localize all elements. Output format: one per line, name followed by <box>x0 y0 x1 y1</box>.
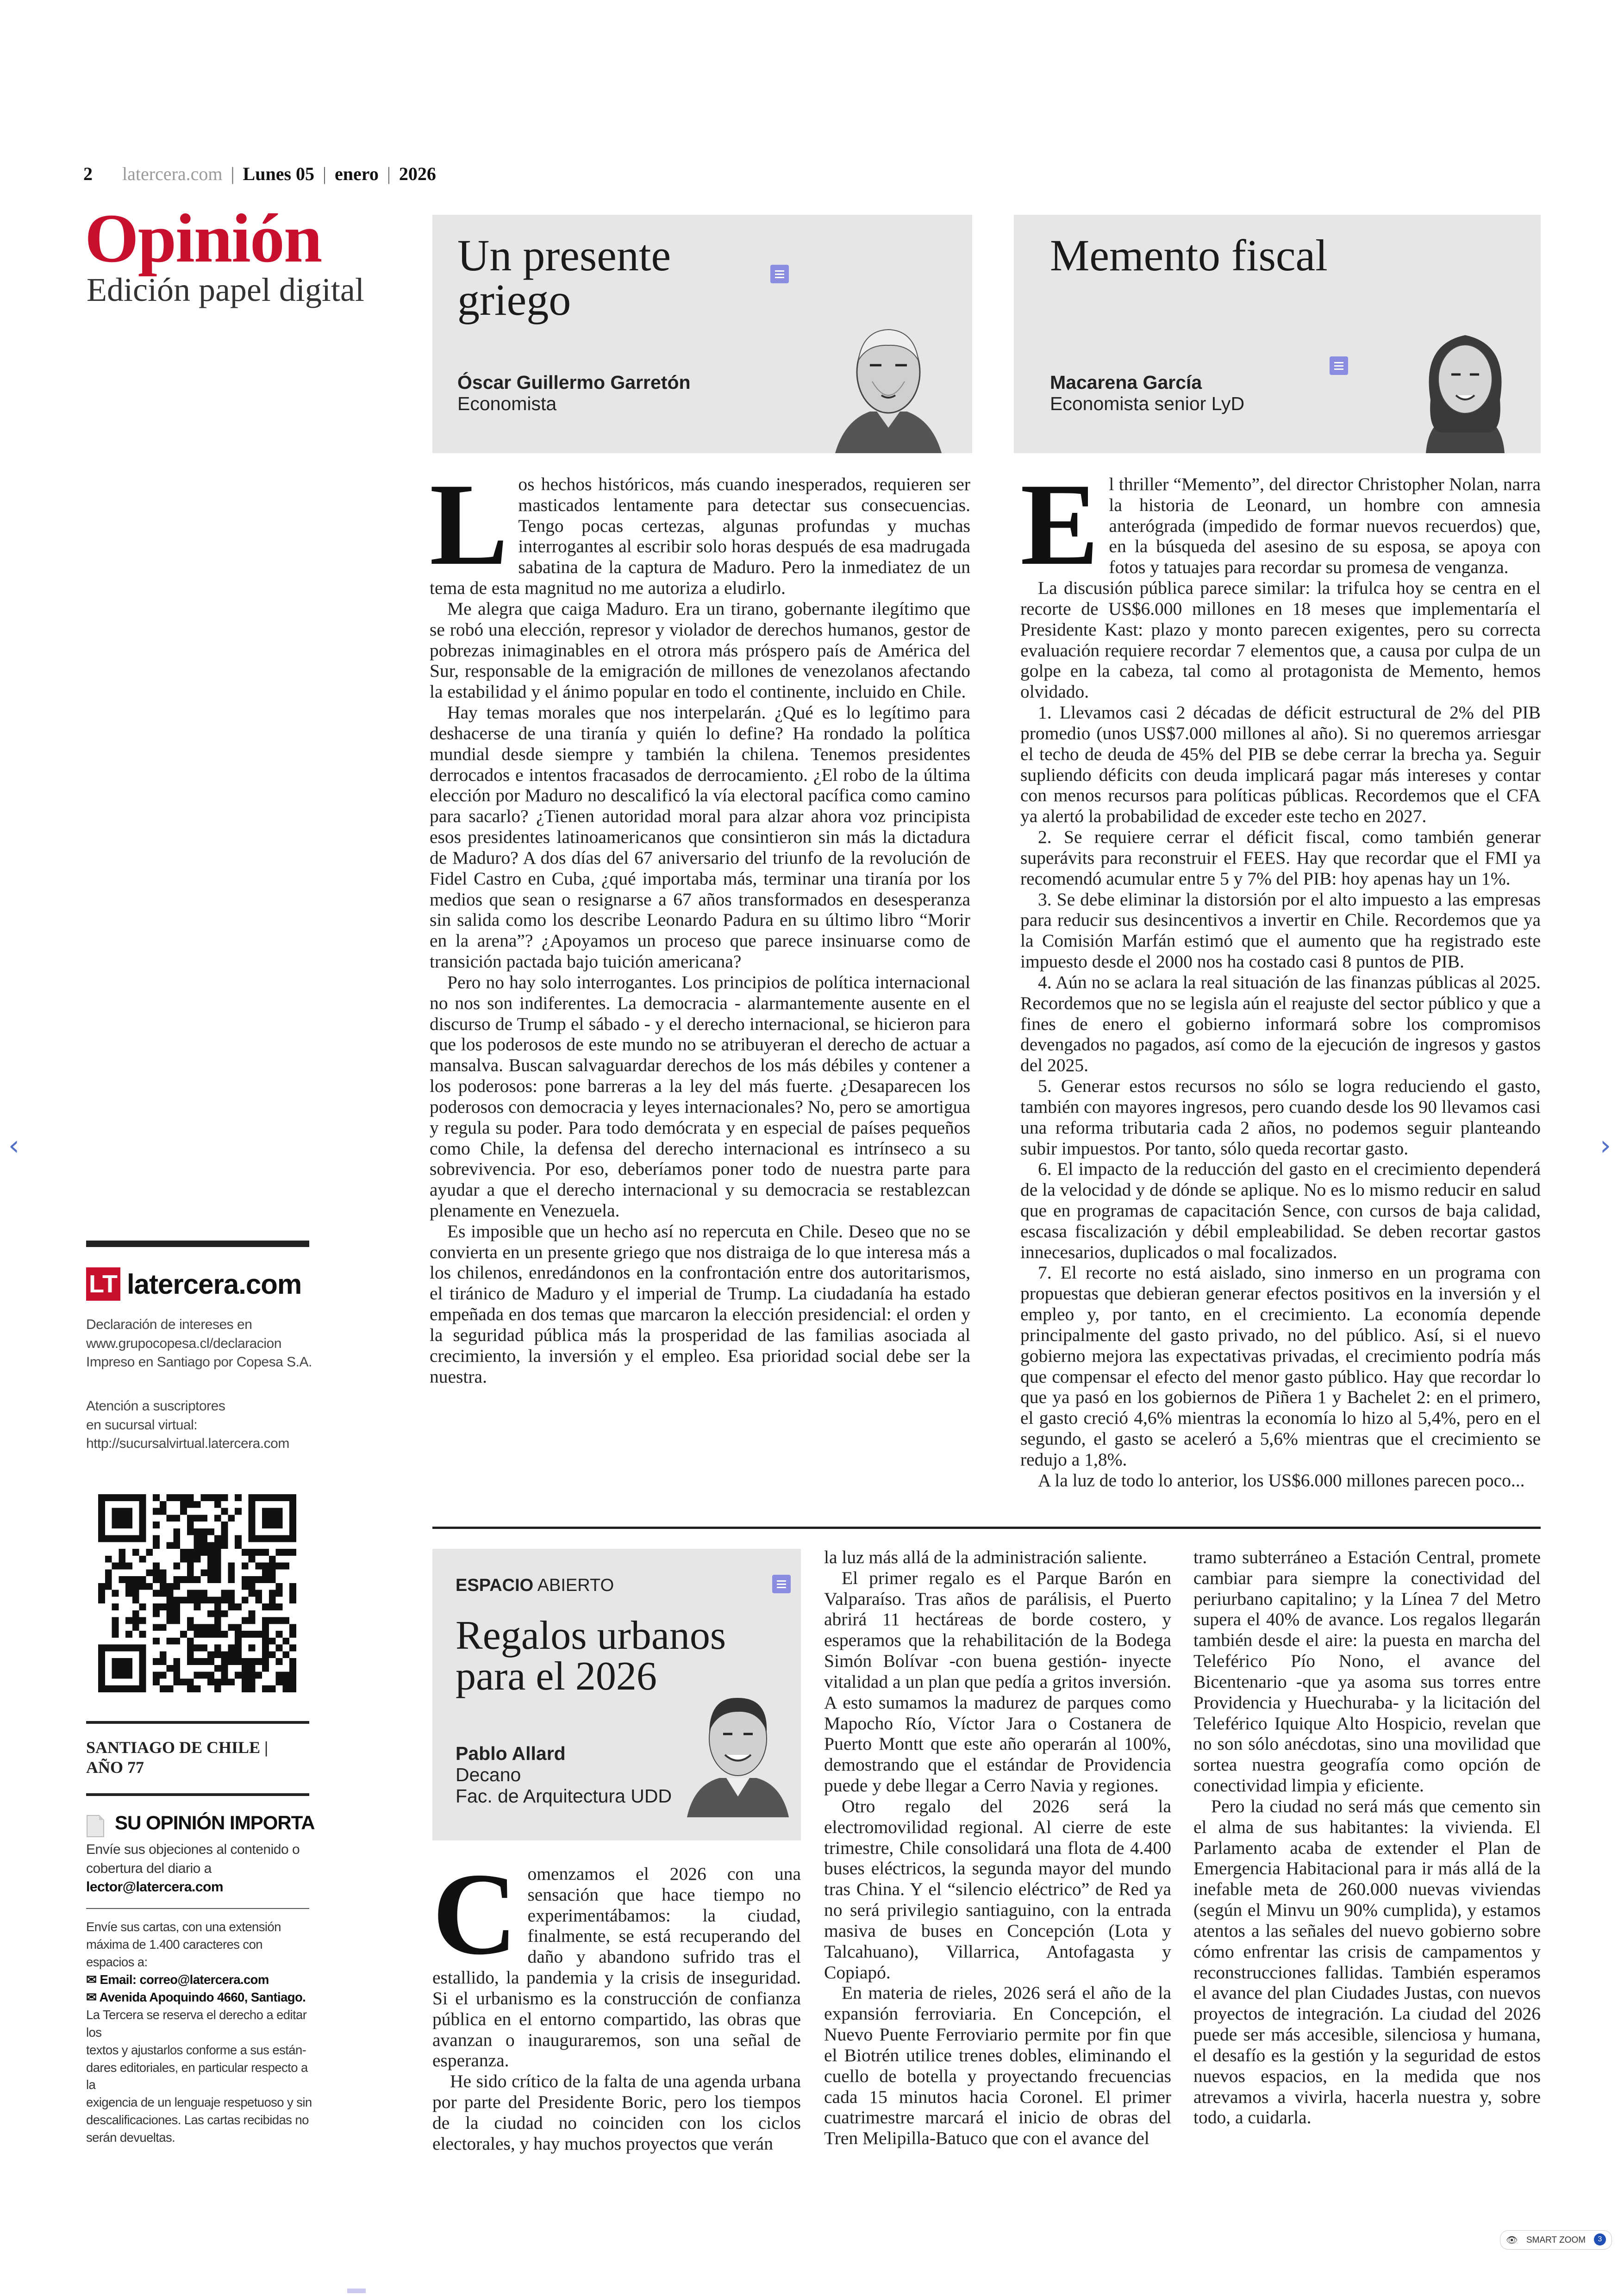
header-month: enero <box>335 163 379 184</box>
article3-header-box <box>432 1549 801 1840</box>
author-role: Economista <box>457 393 557 414</box>
article3-col2 <box>824 1547 1171 2149</box>
site-name: latercera.com <box>122 163 223 184</box>
article3-author <box>456 1743 672 1807</box>
paragraph: tramo subterráneo a Estación Central, promete cambiar para siempre la conectividad del periurbano capitalino; y la Línea 7 del Metro supera el 40% de avance. Los regalos llegarán también desde el aire: la puesta en marcha del Teleférico Pío Nono, el avance del Bicentenario -que ya asoma sus torres entre Providencia y Huechuraba- y la licitación del Teleférico Iquique Alto Hospicio, revelan que no son sólo anécdotas, sino una movilidad que sortea nuestra geografía como opción de conectividad limpia y eficiente. <box>1193 1547 1541 1796</box>
opinion-email[interactable]: lector@latercera.com <box>86 1879 224 1895</box>
lt-logo-mark: LT <box>86 1267 120 1301</box>
smart-zoom-badge: 3 <box>1594 2233 1606 2245</box>
section-subtitle: Edición papel digital <box>87 271 364 308</box>
header-year: 2026 <box>399 163 436 184</box>
paragraph: 6. El impacto de la reducción del gasto en el crecimiento dependerá de la velocidad y de dónde se aplique. No es lo mismo reducir en salud que en programas de capacitación Sence, con cursos de baja calidad, escasa fiscalización y débil empleabilidad. Se deben recortar gastos innecesarios, duplicados o mal focalizados. <box>1020 1159 1541 1262</box>
opinion-box-title: SU OPINIÓN IMPORTA <box>115 1812 315 1834</box>
paragraph: Pero la ciudad no será más que cemento sin el alma de sus habitantes: la vivienda. El Parlamento acaba de extender el Plan de Emergencia Habitacional para ir más allá de la inefable meta de 260.000 nuevas viviendas (según el Minvu un 90% cumplida), y estamos atentos a las señales del nuevo gobierno sobre cómo enfrentar las crisis de campamentos y reconstrucciones fallidas. También esperamos el avance del plan Ciudades Justas, con nuevos proyectos de integración. La ciudad del 2026 puede ser más accesible, silenciosa y humana, el desafío es la gestión y la seguridad de estos nuevos espacios, en la medida que nos atrevamos a vivirla, hacerla nuestra y, sobre todo, a cuidarla. <box>1193 1796 1541 2128</box>
next-page-arrow-icon[interactable]: › <box>1600 1129 1611 1162</box>
article2-body <box>1020 459 1541 1491</box>
article3-kicker: ESPACIO ABIERTO <box>456 1576 614 1595</box>
author-portrait <box>682 1688 793 1817</box>
article1-body <box>430 459 970 1387</box>
lt-logo-text: latercera.com <box>127 1269 302 1300</box>
opinion-box-text: Envíe sus objeciones al contenido o cobertura del diario a lector@latercera.com <box>86 1840 313 1897</box>
author-role: Economista senior LyD <box>1050 393 1245 414</box>
document-icon <box>86 1815 105 1838</box>
letters-block: Envíe sus cartas, con una extensión máxima de 1.400 caracteres con espacios a: ✉ Email: correo@latercera.com ✉ Avenida Apoquindo 4660, Santiago. La Tercera se reserva el derecho a editar los textos y ajustarlos conforme a sus están- dares editoriales, en particular respecto a la exigencia de un lenguaje respetuoso y sin descalificaciones. Las cartas recibidas no serán devueltas. <box>86 1918 313 2146</box>
article3-col1 <box>432 1849 801 2154</box>
article3-col3 <box>1193 1547 1541 2128</box>
declaration-block: Declaración de intereses en www.grupocopesa.cl/declaracion Impreso en Santiago por Copesa S.A. <box>86 1317 312 1370</box>
author-name: Macarena García <box>1050 372 1202 393</box>
paragraph: 1. Llevamos casi 2 décadas de déficit estructural de 2% del PIB promedio (unos US$7.000 millones al año). Si no queremos arriesgar el techo de deuda de 45% del PIB se debe cerrar la brecha ya. Seguir supliendo déficits con deuda implicará pagar más intereses y contar con menos recursos para políticas públicas. Recordemos que el CFA ya alertó la probabilidad de exceder este techo en 2027. <box>1020 702 1541 827</box>
page-header: 2 latercera.com | Lunes 05 | enero | 2026 <box>83 163 436 184</box>
paragraph: Hay temas morales que nos interpelarán. ¿Qué es lo legítimo para deshacerse de una tiranía y quién lo define? Ha rondado la política mundial desde siempre y también la chilena. Tenemos presidentes derrocados e intentos fracasados de derrocamiento. ¿El robo de la última elección por Maduro no descalificó la vía electoral pacífica como camino para sacarlo? ¿Tienen autoridad moral para alzar ahora voz principista esos presidentes latinoamericanos que consintieron sin más la dictadura de Maduro? A dos días del 67 aniversario del triunfo de la revolución de Fidel Castro en Cuba, ¿qué importaba más, terminar una tiranía por los medios que sean o resignarse a 67 años transformados en desesperanza sin salida como los describe Leonardo Padura en su último libro “Morir en la arena”? ¿Apoyamos un proceso que parece insinuarse como de transición pactada bajo tuición americana? <box>430 702 970 972</box>
paragraph: 7. El recorte no está aislado, sino inmerso en un programa con propuestas que debieran generar efectos positivos en la inversión y el empleo y, por tanto, en el crecimiento. La economía depende principalmente del gasto privado, no del público. Así, si el nuevo gobierno mejora las expectativas privadas, el crecimiento podría más que compensar el efecto del menor gasto público. Hay que recordar lo que ya pasó en los gobiernos de Piñera 1 y Bachelet 2: en el primero, el gasto creció 4,6% mientras la economía lo hizo al 5,4%, pero en el segundo, el gasto se aceleró a 5,6% mientras que el crecimiento se redujo a 1,8%. <box>1020 1262 1541 1470</box>
author-name: Pablo Allard <box>456 1743 566 1764</box>
note-icon[interactable] <box>772 1575 791 1593</box>
article1-author <box>457 372 691 415</box>
paragraph: La discusión pública parece similar: la trifulca hoy se centra en el recorte de US$6.000 millones en 18 meses que implementaría el Presidente Kast: plazo y monto parecen exigentes, pero su correcta evaluación requiere recordar 7 elementos que, a causa por culpa de un golpe en la cabeza, tal como al protagonista de Memento, hemos olvidado. <box>1020 578 1541 702</box>
drop-cap: L <box>430 459 508 589</box>
article2-header-box <box>1014 215 1541 453</box>
paragraph: la luz más allá de la administración saliente. <box>824 1547 1147 1567</box>
author-affiliation: Fac. de Arquitectura UDD <box>456 1785 672 1807</box>
address-line: ✉ Avenida Apoquindo 4660, Santiago. <box>86 1989 306 2004</box>
article1-header-box <box>432 215 972 453</box>
author-portrait <box>826 317 951 453</box>
scroll-indicator[interactable] <box>347 2289 366 2293</box>
drop-cap: C <box>432 1849 518 1979</box>
page-number: 2 <box>83 163 93 184</box>
paragraph: 5. Generar estos recursos no sólo se logra reduciendo el gasto, también con mayores ingresos, pero cuando desde los 90 llevamos casi una reforma tributaria cada 2 años, no podemos seguir planteando subir impuestos. Por tanto, sólo queda recortar gasto. <box>1020 1076 1541 1159</box>
sidebar-thin-rule <box>86 1908 309 1909</box>
paragraph: omenzamos el 2026 con una sensación que hace tiempo no experimentábamos: la ciudad, finalmente, se está recuperando del daño y abandono sufrido tras el estallido, la pandemia y la crisis de inseguridad. Si el urbanismo es la construcción de confianza pública en el entorno compartido, las obras que avanzan o inauguraremos, son una señal de esperanza. <box>432 1864 801 2071</box>
prev-page-arrow-icon[interactable]: ‹ <box>8 1129 19 1162</box>
paragraph: En materia de rieles, 2026 será el año de la expansión ferroviaria. En Concepción, el Nuevo Puente Ferroviario permite por fin que el Biotrén utilice trenes dobles, eliminando el cuello de botella y proyectando frecuencias cada 15 minutos hacia Coronel. El primer cuatrimestre marcará el inicio de obras del Tren Melipilla-Batuco que con el avance del <box>824 1983 1171 2149</box>
qr-code[interactable] <box>98 1494 296 1692</box>
drop-cap: E <box>1020 459 1099 589</box>
paragraph: Otro regalo del 2026 será la electromovilidad regional. Al cierre de este trimestre, Chile consolidará una flota de 4.400 buses eléctricos, la segunda mayor del mundo tras China. Y el “silencio eléctrico” de Red ya no será privilegio santiaguino, con la entrada masiva de buses en Concepción (Lota y Talcahuano), Villarrica, Antofagasta y Copiapó. <box>824 1796 1171 1983</box>
article1-title: Un presente griego <box>457 231 671 324</box>
city-label: SANTIAGO DE CHILE | AÑO 77 <box>86 1738 269 1777</box>
email-line[interactable]: ✉ Email: correo@latercera.com <box>86 1972 269 1987</box>
smart-zoom-button[interactable] <box>1500 2230 1612 2250</box>
sidebar-rule <box>86 1793 309 1796</box>
smart-zoom-label: SMART ZOOM <box>1526 2235 1586 2245</box>
author-role: Decano <box>456 1764 521 1785</box>
article3-title: Regalos urbanos para el 2026 <box>456 1613 726 1699</box>
header-day: Lunes 05 <box>243 163 315 184</box>
paragraph: os hechos históricos, más cuando inesperados, requieren ser masticados lentamente para detectar sus consecuencias. Tengo pocas certezas, algunas profundas y muchas interrogantes al escribir solo horas después de esa madrugada sabatina de la captura de Maduro. Pero la inmediatez de un tema de esta magnitud no me autoriza a eludirlo. <box>430 474 970 599</box>
paragraph: Me alegra que caiga Maduro. Era un tirano, gobernante ilegítimo que se robó una elección, represor y violador de derechos humanos, gestor de pobrezas inimaginables en el otrora más próspero país de América del Sur, responsable de la emigración de millones de venezolanos afectando la estabilidad y el ánimo popular en todo el continente, incluido en Chile. <box>430 598 970 702</box>
section-title: Opinión <box>85 200 322 277</box>
eye-icon: 👁 <box>1506 2235 1518 2245</box>
sidebar-rule <box>86 1241 309 1247</box>
paragraph: 2. Se requiere cerrar el déficit fiscal, como también generar superávits para reconstruir el FEES. Hay que recordar que el FMI ya recomendó acumular entre 5 y 7% del PIB: hoy apenas hay un 1%. <box>1020 827 1541 889</box>
mail-icon: ✉ <box>86 1989 100 2004</box>
paragraph: A la luz de todo lo anterior, los US$6.000 millones parecen poco... <box>1038 1470 1525 1491</box>
article2-title: Memento fiscal <box>1050 231 1328 280</box>
subscriber-block: Atención a suscriptores en sucursal virtual: http://sucursalvirtual.latercera.com <box>86 1397 318 1453</box>
sidebar-rule <box>86 1721 309 1724</box>
note-icon[interactable] <box>1330 356 1348 375</box>
paragraph: He sido crítico de la falta de una agenda urbana por parte del Presidente Boric, pero los tiempos de la ciudad no coinciden con los ciclos electorales, y hay muchos proyectos que verán <box>432 2071 801 2154</box>
paragraph: l thriller “Memento”, del director Christopher Nolan, narra la historia de Leonard, un hombre con amnesia anterógrada (impedido de formar nuevos recuerdos) que, en la búsqueda del asesino de su esposa, se apoya con fotos y tatuajes para recordar su promesa de venganza. <box>1109 474 1541 578</box>
paragraph: El primer regalo es el Parque Barón en Valparaíso. Tras años de parálisis, el Puerto abrirá 11 hectáreas de borde costero, y esperamos que la rehabilitación de la Bodega Simón Bolívar -con buena gestión- inyecte vitalidad a un plan que pedía a gritos inversión. A esto sumamos la madurez de parques como Mapocho Río, Víctor Jara o Costanera de Puerto Montt que este año operarán al 100%, demostrando que el estándar de Providencia puede y debe llegar a Cerro Navia y regiones. <box>824 1567 1171 1796</box>
paragraph: 4. Aún no se aclara la real situación de las finanzas públicas al 2025. Recordemos que no se legisla aún el reajuste del sector público y que a fines de enero el gobierno informará sobre los compromisos devengados no pagados, así como de la ejecución de ingresos y gastos del 2025. <box>1020 972 1541 1076</box>
article2-author <box>1050 372 1244 415</box>
paragraph: 3. Se debe eliminar la distorsión por el alto impuesto a las empresas para reducir sus desincentivos a invertir en Chile. Recordemos que ya la Comisión Marfán estimó que el aumento que ha registrado este impuesto desde el 2000 nos ha costado casi 8 puntos de PIB. <box>1020 889 1541 972</box>
paragraph: Pero no hay solo interrogantes. Los principios de política internacional no nos son indiferentes. La democracia - alarmantemente ausente en el discurso de Trump el sábado - y el derecho internacional, se hicieron para que los poderosos de este mundo no se atribuyeran el derecho de actuar a mansalva. Buscan salvaguardar derechos de los más débiles y contener a los poderosos: pone barreras a la ley del más fuerte. ¿Desaparecen los poderosos con democracia y leyes internacionales? No, pero se amortigua y regula su poder. Para todo demócrata y en especial de países pequeños como Chile, la defensa del derecho internacional es intrínseco a su sobrevivencia. Por eso, deberíamos poner todo de nuestra parte para ayudar a que el derecho internacional y su democracia se restablezcan plenamente en Venezuela. <box>430 972 970 1221</box>
email-icon: ✉ <box>86 1972 100 1987</box>
section-divider <box>432 1527 1541 1529</box>
paragraph: Es imposible que un hecho así no repercuta en Chile. Deseo que no se convierta en un presente griego que nos distraiga de lo que interesa más a los chilenos, enredándonos en la confrontación entre dos autoritarismos, el tiránico de Maduro y el imperial de Trump. La ciudadanía ha estado empeñada en dos temas que marcaron la elección presidencial: el orden y la seguridad pública más la prosperidad de las familias asociada al crecimiento, la inversión y el empleo. Esa prioridad social debe ser la nuestra. <box>430 1221 970 1387</box>
note-icon[interactable] <box>770 265 789 283</box>
author-portrait <box>1403 317 1528 453</box>
author-name: Óscar Guillermo Garretón <box>457 372 691 393</box>
subscriber-link[interactable]: http://sucursalvirtual.latercera.com <box>86 1436 289 1451</box>
